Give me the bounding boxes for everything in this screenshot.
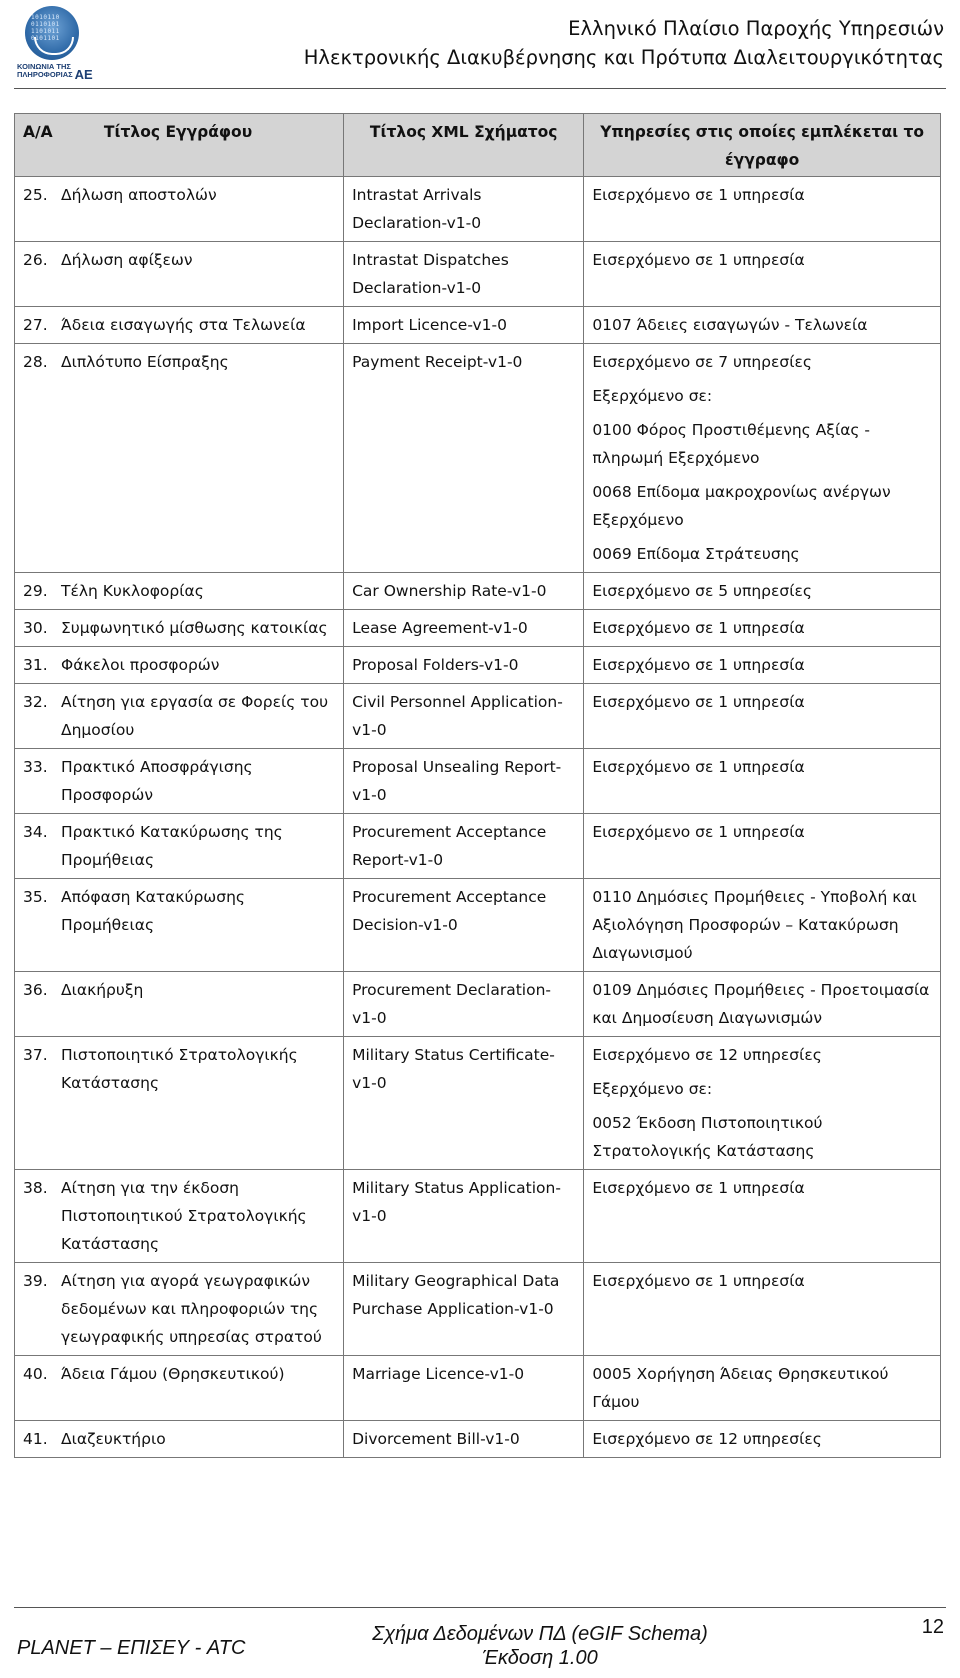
table-row bbox=[15, 972, 941, 1037]
services-cell bbox=[584, 647, 941, 684]
service-entry: 0100 Φόρος Προστιθέμενης Αξίας - πληρωμή Εξερχόμενο bbox=[592, 421, 871, 467]
services-cell bbox=[584, 242, 941, 307]
header-title-line1: Ελληνικό Πλαίσιο Παροχής Υπηρεσιών bbox=[568, 17, 944, 40]
header-aa: Α/Α bbox=[23, 123, 53, 141]
service-entry: Εισερχόμενο σε 1 υπηρεσία bbox=[592, 251, 805, 269]
services-cell bbox=[584, 814, 941, 879]
table-row bbox=[15, 1170, 941, 1263]
table-row bbox=[15, 610, 941, 647]
row-number: 39. bbox=[23, 1272, 48, 1290]
table-row bbox=[15, 177, 941, 242]
service-entry: Εισερχόμενο σε 1 υπηρεσία bbox=[592, 656, 805, 674]
doc-title: Συμφωνητικό μίσθωσης κατοικίας bbox=[61, 619, 328, 637]
table-row bbox=[15, 1263, 941, 1356]
row-number: 38. bbox=[23, 1179, 48, 1197]
logo bbox=[17, 6, 93, 82]
doc-title: Αίτηση για εργασία σε Φορείς του Δημοσίου bbox=[61, 693, 329, 739]
doc-title: Αίτηση για αγορά γεωγραφικών δεδομένων και πληροφοριών της γεωγραφικής υπηρεσίας στρατού bbox=[61, 1272, 322, 1346]
row-number: 27. bbox=[23, 316, 48, 334]
doc-cell bbox=[15, 1263, 344, 1356]
row-number: 31. bbox=[23, 656, 48, 674]
service-entry: Εισερχόμενο σε 1 υπηρεσία bbox=[592, 1179, 805, 1197]
doc-cell bbox=[15, 242, 344, 307]
page-number: 12 bbox=[921, 1616, 944, 1638]
xml-title: Proposal Unsealing Report-v1-0 bbox=[344, 749, 584, 814]
service-entry: Εισερχόμενο σε 12 υπηρεσίες bbox=[592, 1046, 822, 1064]
doc-cell bbox=[15, 177, 344, 242]
doc-title: Διακήρυξη bbox=[61, 981, 144, 999]
service-entry: Εισερχόμενο σε 5 υπηρεσίες bbox=[592, 582, 812, 600]
services-cell bbox=[584, 972, 941, 1037]
doc-cell bbox=[15, 1356, 344, 1421]
header-xml-title: Τίτλος XML Σχήματος bbox=[344, 114, 584, 177]
row-number: 29. bbox=[23, 582, 48, 600]
xml-title: Marriage Licence-v1-0 bbox=[344, 1356, 584, 1421]
services-cell bbox=[584, 1037, 941, 1170]
xml-title: Payment Receipt-v1-0 bbox=[344, 344, 584, 573]
service-entry: Εισερχόμενο σε 1 υπηρεσία bbox=[592, 1272, 805, 1290]
row-number: 28. bbox=[23, 353, 48, 371]
row-number: 41. bbox=[23, 1430, 48, 1448]
service-entry: 0068 Επίδομα μακροχρονίως ανέργων Εξερχόμενο bbox=[592, 483, 891, 529]
xml-title: Military Status Application-v1-0 bbox=[344, 1170, 584, 1263]
xml-title: Procurement Declaration-v1-0 bbox=[344, 972, 584, 1037]
service-entry: Εισερχόμενο σε 1 υπηρεσία bbox=[592, 693, 805, 711]
doc-title: Δήλωση αφίξεων bbox=[61, 251, 193, 269]
header-doc-title: Τίτλος Εγγράφου bbox=[103, 123, 253, 141]
xml-title: Intrastat Dispatches Declaration-v1-0 bbox=[344, 242, 584, 307]
xml-title: Proposal Folders-v1-0 bbox=[344, 647, 584, 684]
doc-title: Πρακτικό Αποσφράγισης Προσφορών bbox=[61, 758, 253, 804]
row-number: 26. bbox=[23, 251, 48, 269]
doc-cell bbox=[15, 344, 344, 573]
xml-title: Military Status Certificate-v1-0 bbox=[344, 1037, 584, 1170]
doc-cell bbox=[15, 647, 344, 684]
logo-caption: ΚΟΙΝΩΝΙΑ ΤΗΣ ΠΛΗΡΟΦΟΡΙΑΣ ΑΕ bbox=[17, 62, 93, 82]
table-row bbox=[15, 647, 941, 684]
doc-title: Δήλωση αποστολών bbox=[61, 186, 217, 204]
footer-center bbox=[360, 1622, 720, 1670]
table-row bbox=[15, 344, 941, 573]
header-title-line2: Ηλεκτρονικής Διακυβέρνησης και Πρότυπα Διαλειτουργικότητας bbox=[303, 46, 944, 69]
table-row bbox=[15, 1037, 941, 1170]
xml-title: Divorcement Bill-v1-0 bbox=[344, 1421, 584, 1458]
table-row bbox=[15, 1356, 941, 1421]
table-row bbox=[15, 573, 941, 610]
xml-title: Civil Personnel Application-v1-0 bbox=[344, 684, 584, 749]
table-body bbox=[15, 177, 941, 1458]
doc-title: Διπλότυπο Είσπραξης bbox=[61, 353, 229, 371]
doc-cell bbox=[15, 307, 344, 344]
service-entry: 0005 Χορήγηση Άδειας Θρησκευτικού Γάμου bbox=[592, 1365, 889, 1411]
row-number: 25. bbox=[23, 186, 48, 204]
xml-title: Lease Agreement-v1-0 bbox=[344, 610, 584, 647]
doc-cell bbox=[15, 610, 344, 647]
services-cell bbox=[584, 344, 941, 573]
table-row bbox=[15, 307, 941, 344]
xml-title: Intrastat Arrivals Declaration-v1-0 bbox=[344, 177, 584, 242]
service-entry: Εισερχόμενο σε 1 υπηρεσία bbox=[592, 619, 805, 637]
table-row bbox=[15, 749, 941, 814]
service-entry: 0109 Δημόσιες Προμήθειες - Προετοιμασία και Δημοσίευση Διαγωνισμών bbox=[592, 981, 930, 1027]
service-entry: Εξερχόμενο σε: bbox=[592, 387, 713, 405]
doc-cell bbox=[15, 573, 344, 610]
xml-title: Procurement Acceptance Report-v1-0 bbox=[344, 814, 584, 879]
service-entry: 0069 Επίδομα Στράτευσης bbox=[592, 545, 800, 563]
services-cell bbox=[584, 879, 941, 972]
service-entry: Εισερχόμενο σε 1 υπηρεσία bbox=[592, 186, 805, 204]
doc-title: Πιστοποιητικό Στρατολογικής Κατάστασης bbox=[61, 1046, 298, 1092]
footer-version: Έκδοση 1.00 bbox=[482, 1647, 598, 1669]
row-number: 30. bbox=[23, 619, 48, 637]
row-number: 34. bbox=[23, 823, 48, 841]
table-row bbox=[15, 1421, 941, 1458]
doc-cell bbox=[15, 879, 344, 972]
row-number: 35. bbox=[23, 888, 48, 906]
header-cell-doc bbox=[15, 114, 344, 177]
row-number: 37. bbox=[23, 1046, 48, 1064]
globe-icon: 1010110 0110101 1101011 0101101 bbox=[25, 6, 79, 60]
doc-cell bbox=[15, 1037, 344, 1170]
service-entry: Εισερχόμενο σε 7 υπηρεσίες bbox=[592, 353, 812, 371]
services-cell bbox=[584, 177, 941, 242]
doc-title: Αίτηση για την έκδοση Πιστοποιητικού Στρατολογικής Κατάστασης bbox=[61, 1179, 307, 1253]
row-number: 36. bbox=[23, 981, 48, 999]
services-cell bbox=[584, 1263, 941, 1356]
doc-title: Διαζευκτήριο bbox=[61, 1430, 166, 1448]
xml-title: Import Licence-v1-0 bbox=[344, 307, 584, 344]
doc-title: Άδεια εισαγωγής στα Τελωνεία bbox=[61, 316, 306, 334]
xml-title: Car Ownership Rate-v1-0 bbox=[344, 573, 584, 610]
row-number: 33. bbox=[23, 758, 48, 776]
services-cell bbox=[584, 307, 941, 344]
service-entry: 0110 Δημόσιες Προμήθειες - Υποβολή και Αξιολόγηση Προσφορών – Κατακύρωση Διαγωνισμού bbox=[592, 888, 917, 962]
doc-cell bbox=[15, 749, 344, 814]
footer-left: PLANET – ΕΠΙΣΕΥ - ATC bbox=[17, 1637, 246, 1659]
service-entry: Εισερχόμενο σε 12 υπηρεσίες bbox=[592, 1430, 822, 1448]
footer-divider bbox=[14, 1607, 946, 1608]
doc-cell bbox=[15, 1170, 344, 1263]
doc-cell bbox=[15, 684, 344, 749]
doc-title: Πρακτικό Κατακύρωσης της Προμήθειας bbox=[61, 823, 283, 869]
services-cell bbox=[584, 1421, 941, 1458]
services-cell bbox=[584, 1170, 941, 1263]
doc-title: Άδεια Γάμου (Θρησκευτικού) bbox=[61, 1365, 285, 1383]
header-divider bbox=[14, 88, 946, 89]
table-row bbox=[15, 684, 941, 749]
footer-schema: Σχήμα Δεδομένων ΠΔ (eGIF Schema) bbox=[372, 1623, 708, 1645]
doc-title: Απόφαση Κατακύρωσης Προμήθειας bbox=[61, 888, 246, 934]
services-cell bbox=[584, 610, 941, 647]
service-entry: Εισερχόμενο σε 1 υπηρεσία bbox=[592, 823, 805, 841]
xml-title: Procurement Acceptance Decision-v1-0 bbox=[344, 879, 584, 972]
table-row bbox=[15, 879, 941, 972]
table-row bbox=[15, 814, 941, 879]
service-entry: Εξερχόμενο σε: bbox=[592, 1080, 713, 1098]
doc-title: Τέλη Κυκλοφορίας bbox=[61, 582, 204, 600]
services-cell bbox=[584, 573, 941, 610]
services-cell bbox=[584, 749, 941, 814]
table-row bbox=[15, 242, 941, 307]
doc-cell bbox=[15, 1421, 344, 1458]
service-entry: 0107 Άδειες εισαγωγών - Τελωνεία bbox=[592, 316, 868, 334]
header-services: Υπηρεσίες στις οποίες εμπλέκεται το έγγραφο bbox=[584, 114, 941, 177]
xml-title: Military Geographical Data Purchase Application-v1-0 bbox=[344, 1263, 584, 1356]
row-number: 32. bbox=[23, 693, 48, 711]
doc-cell bbox=[15, 972, 344, 1037]
documents-table bbox=[14, 113, 941, 1458]
services-cell bbox=[584, 684, 941, 749]
service-entry: Εισερχόμενο σε 1 υπηρεσία bbox=[592, 758, 805, 776]
doc-title: Φάκελοι προσφορών bbox=[61, 656, 220, 674]
doc-cell bbox=[15, 814, 344, 879]
table-header-row bbox=[15, 114, 941, 177]
services-cell bbox=[584, 1356, 941, 1421]
service-entry: 0052 Έκδοση Πιστοποιητικού Στρατολογικής Κατάστασης bbox=[592, 1114, 823, 1160]
page-header bbox=[304, 14, 944, 72]
row-number: 40. bbox=[23, 1365, 48, 1383]
